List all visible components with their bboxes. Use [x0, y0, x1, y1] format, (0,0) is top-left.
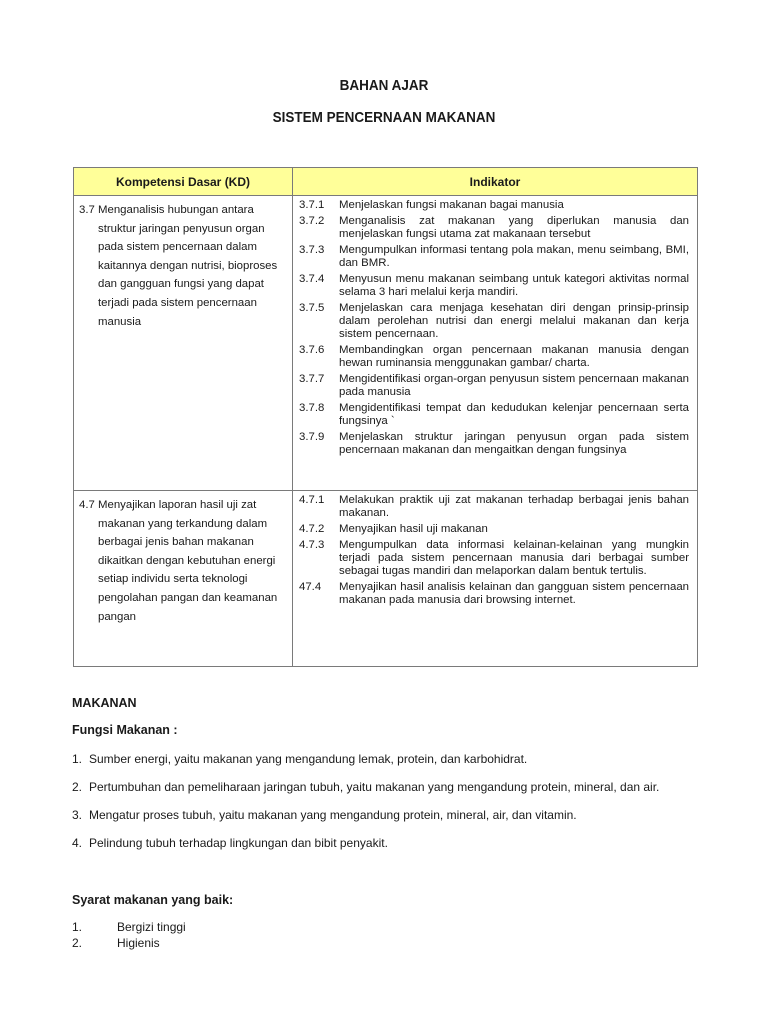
- indikator-item: [299, 431, 689, 458]
- indikator-text: Menyajikan hasil analisis kelainan dan gangguan sistem pencernaan makanan pada manusia dari browsing internet.: [339, 580, 689, 607]
- indikator-number: 3.7.6: [299, 343, 325, 356]
- indikator-cell: [293, 491, 698, 667]
- kd-number: 4.7: [79, 499, 95, 511]
- indikator-item: [299, 273, 689, 300]
- header-indikator: Indikator: [293, 168, 698, 196]
- indikator-item: [299, 402, 689, 429]
- indikator-text: Menyusun menu makanan seimbang untuk kategori aktivitas normal selama 3 hari melalui kerja mandiri.: [339, 272, 689, 298]
- list-item: 2. Higienis: [72, 936, 160, 950]
- document-title: BAHAN AJAR: [339, 77, 429, 94]
- indikator-text: Melakukan praktik uji zat makanan terhadap berbagai jenis bahan makanan.: [339, 494, 689, 520]
- section-makanan-heading: MAKANAN: [72, 696, 137, 710]
- table-row: [74, 491, 698, 667]
- indikator-text: Menjelaskan fungsi makanan bagai manusia: [339, 199, 564, 211]
- indikator-text: Menjelaskan struktur jaringan penyusun organ pada sistem pencernaan makanan dan mengaitkan dengan fungsinya: [339, 430, 689, 457]
- indikator-item: [299, 539, 689, 579]
- list-item: 1. Sumber energi, yaitu makanan yang mengandung lemak, protein, dan karbohidrat.: [72, 752, 528, 766]
- table-row: [74, 196, 698, 491]
- indikator-text: Mengidentifikasi tempat dan kedudukan kelenjar pencernaan serta fungsinya `: [339, 401, 689, 428]
- indikator-number: 4.7.2: [299, 522, 325, 535]
- indikator-number: 3.7.3: [299, 243, 325, 256]
- list-item: 2. Pertumbuhan dan pemeliharaan jaringan tubuh, yaitu makanan yang mengandung protein, mineral, dan air.: [72, 780, 660, 794]
- indikator-number: 3.7.4: [299, 272, 325, 285]
- indikator-item: [299, 344, 689, 371]
- indikator-text: Menyajikan hasil uji makanan: [339, 522, 488, 535]
- indikator-text: Menganalisis zat makanan yang diperlukan manusia dan menjelaskan fungsi utama zat makanaan tersebut: [339, 214, 689, 240]
- indikator-number: 3.7.5: [299, 301, 325, 314]
- indikator-number: 3.7.9: [299, 430, 325, 443]
- indikator-item: [299, 373, 689, 400]
- kd-cell: [74, 196, 293, 491]
- indikator-text: Mengumpulkan data informasi kelainan-kelainan yang mungkin terjadi pada sistem pencernaan manusia dari berbagai sumber sebagai tugas mandiri dan melaporkan dalam bentuk tertulis.: [339, 538, 689, 578]
- indikator-item: [299, 523, 689, 536]
- document-subtitle: SISTEM PENCERNAAN MAKANAN: [272, 109, 496, 126]
- indikator-number: 47.4: [299, 580, 322, 593]
- kd-text: Menganalisis hubungan antara struktur jaringan penyusun organ pada sistem pencernaan dalam kaitannya dengan nutrisi, bioproses dan gangguan fungsi yang dapat terjadi pada sistem pencernaan manusia: [98, 204, 278, 328]
- indikator-number: 4.7.3: [299, 538, 325, 551]
- table-header-row: [74, 168, 698, 196]
- indikator-number: 3.7.2: [299, 214, 325, 227]
- indikator-text: Mengumpulkan informasi tentang pola makan, menu seimbang, BMI, dan BMR.: [339, 243, 689, 269]
- syarat-makanan-heading: Syarat makanan yang baik:: [72, 893, 234, 907]
- indikator-text: Mengidentifikasi organ-organ penyusun sistem pencernaan makanan pada manusia: [339, 372, 689, 399]
- indikator-item: [299, 581, 689, 608]
- kd-text: Menyajikan laporan hasil uji zat makanan yang terkandung dalam berbagai jenis bahan makanan dikaitkan dengan kebutuhan energi setiap individu serta teknologi pengolahan pangan dan keamanan pangan: [98, 499, 278, 623]
- indikator-item: [299, 244, 689, 271]
- list-item: 4. Pelindung tubuh terhadap lingkungan dan bibit penyakit.: [72, 836, 388, 850]
- indikator-item: [299, 215, 689, 242]
- kd-cell: [74, 491, 293, 667]
- header-kd: Kompetensi Dasar (KD): [74, 168, 293, 196]
- indikator-item: [299, 302, 689, 342]
- indikator-list: [293, 196, 697, 457]
- indikator-text: Menjelaskan cara menjaga kesehatan diri dengan prinsip-prinsip dalam perolehan nutrisi dan energi melalui makanan dan kerja sistem pencernaan.: [339, 301, 689, 341]
- indikator-item: [299, 494, 689, 521]
- list-item: 3. Mengatur proses tubuh, yaitu makanan yang mengandung protein, mineral, air, dan vitamin.: [72, 808, 577, 822]
- indikator-cell: [293, 196, 698, 491]
- indikator-number: 3.7.1: [299, 199, 325, 211]
- indikator-number: 4.7.1: [299, 494, 325, 506]
- list-item: 1. Bergizi tinggi: [72, 920, 186, 934]
- indikator-number: 3.7.7: [299, 372, 325, 385]
- indikator-list: [293, 491, 697, 608]
- indikator-number: 3.7.8: [299, 401, 325, 414]
- indikator-text: Membandingkan organ pencernaan makanan manusia dengan hewan ruminansia menggunakan gambar/ charta.: [339, 343, 689, 370]
- fungsi-makanan-heading: Fungsi Makanan :: [72, 723, 178, 737]
- kd-indikator-table: [73, 167, 698, 667]
- kd-number: 3.7: [79, 204, 95, 216]
- indikator-item: [299, 199, 689, 212]
